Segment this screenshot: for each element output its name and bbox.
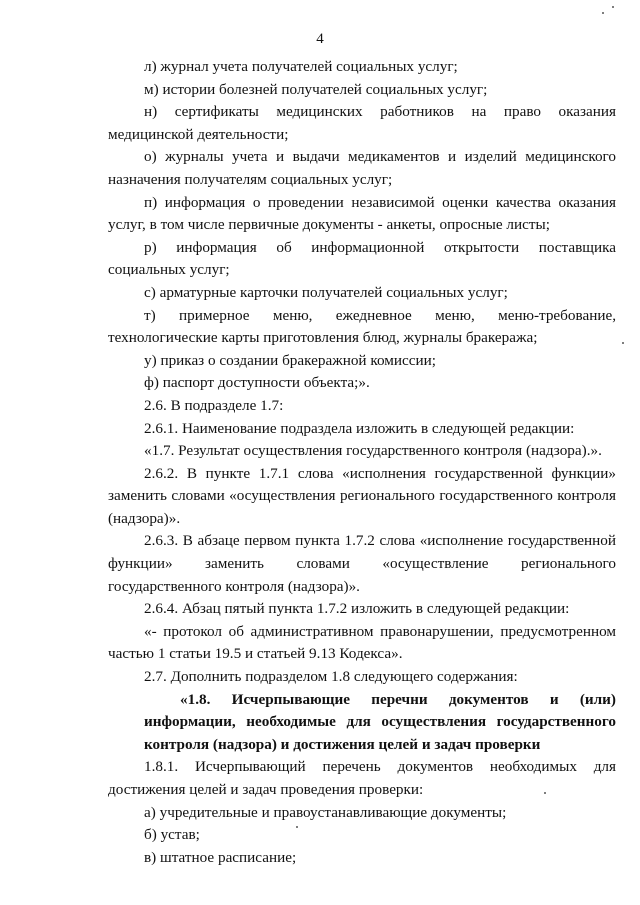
section-2-6-4-quote: «- протокол об административном правонарушении, предусмотренном частью 1 статьи 19.5 и статьей 9.13 Кодекса». <box>108 622 616 663</box>
page-number: 4 <box>316 31 324 47</box>
list-item-l: л) журнал учета получателей социальных услуг; <box>144 58 458 75</box>
document-body <box>108 56 616 869</box>
section-2-6-3: 2.6.3. В абзаце первом пункта 1.7.2 слова «исполнение государственной функции» заменить словами «осуществление регионального государственного контроля (надзора)». <box>108 532 616 595</box>
section-2-6-1: 2.6.1. Наименование подраздела изложить в следующей редакции: <box>144 419 575 437</box>
section-2-6-4: 2.6.4. Абзац пятый пункта 1.7.2 изложить в следующей редакции: <box>144 600 570 618</box>
list-item-p: п) информация о проведении независимой оценки качества оказания услуг, в том числе первичные документы - анкеты, опросные листы; <box>108 193 616 234</box>
list-item-f: ф) паспорт доступности объекта;». <box>144 374 370 392</box>
list-item-t: т) примерное меню, ежедневное меню, меню-требование, технологические карты приготовления блюд, журналы бракеража; <box>108 306 616 347</box>
list-item-s: с) арматурные карточки получателей социальных услуг; <box>144 283 508 301</box>
list-item-v: в) штатное расписание; <box>144 848 297 866</box>
scan-speck <box>612 6 614 8</box>
subsection-heading-1-8: «1.8. Исчерпывающие перечни документов и (или) информации, необходимые для осуществления государственного контроля (надзора) и достижения целей и задач проверки <box>144 690 616 753</box>
section-2-6: 2.6. В подразделе 1.7: <box>144 396 284 414</box>
scan-speck <box>544 792 546 794</box>
section-2-7: 2.7. Дополнить подразделом 1.8 следующего содержания: <box>144 668 518 686</box>
section-2-6-1-quote: «1.7. Результат осуществления государственного контроля (надзора).». <box>144 442 602 460</box>
list-item-a: а) учредительные и правоустанавливающие документы; <box>144 803 507 821</box>
list-item-m: м) истории болезней получателей социальных услуг; <box>144 80 488 98</box>
list-item-b: б) устав; <box>144 826 200 844</box>
list-item-r: р) информация об информационной открытости поставщика социальных услуг; <box>108 238 616 279</box>
subsection-1-8-1: 1.8.1. Исчерпывающий перечень документов необходимых для достижения целей и задач проведения проверки: <box>108 758 616 798</box>
scan-speck <box>622 342 624 344</box>
section-2-6-2: 2.6.2. В пункте 1.7.1 слова «исполнения государственной функции» заменить словами «осуществления регионального государственного контроля (надзора)». <box>108 464 616 527</box>
scan-speck <box>296 826 298 828</box>
list-item-n: н) сертификаты медицинских работников на право оказания медицинской деятельности; <box>108 103 616 143</box>
scan-speck <box>602 12 604 14</box>
list-item-u: у) приказ о создании бракеражной комиссии; <box>144 351 436 369</box>
list-item-o: о) журналы учета и выдачи медикаментов и изделий медицинского назначения получателям социальных услуг; <box>108 148 616 188</box>
